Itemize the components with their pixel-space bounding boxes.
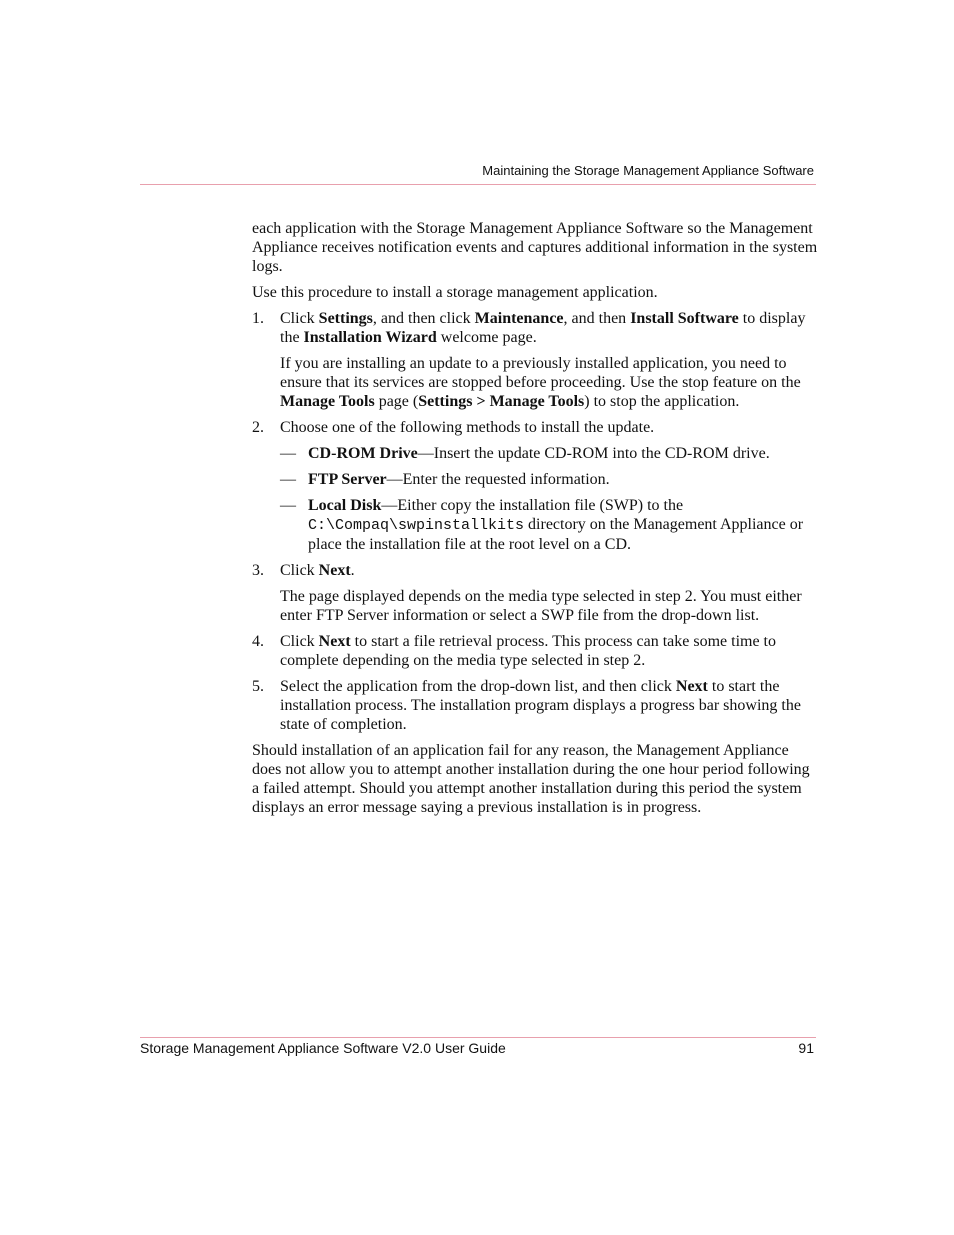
step-number: 5.: [252, 678, 264, 695]
intro-paragraph: each application with the Storage Management Appliance Software so the Management Appliance receives notification events and captures additional information in the system logs.: [252, 220, 818, 275]
step-note: The page displayed depends on the media type selected in step 2. You must either enter FTP Server information or select a SWP file from the drop-down list.: [280, 588, 802, 624]
install-path: C:\Compaq\swpinstallkits: [308, 517, 525, 534]
step-2: [252, 418, 818, 437]
footer-rule: [140, 1037, 816, 1038]
step-text: Click Settings, and then click Maintenance, and then Install Software to display the Installation Wizard welcome page.: [280, 310, 806, 346]
header-rule: [140, 184, 816, 185]
step-4: [252, 632, 818, 670]
step-text: Choose one of the following methods to install the update.: [280, 419, 655, 436]
step-5: [252, 677, 818, 734]
dash-bullet: —: [280, 471, 296, 488]
step-number: 1.: [252, 310, 264, 327]
procedure-intro: Use this procedure to install a storage management application.: [252, 284, 658, 301]
footer-title: Storage Management Appliance Software V2.0 User Guide: [140, 1040, 506, 1056]
option-ftp-server: — FTP Server—Enter the requested information.: [280, 471, 610, 488]
closing-paragraph: Should installation of an application fail for any reason, the Management Appliance does not allow you to attempt another installation during the one hour period following a failed attempt. Should you attempt another installation during this period the system displays an error message saying a previous installation is in progress.: [252, 742, 810, 816]
step-note: If you are installing an update to a previously installed application, you need to ensure that its services are stopped before proceeding. Use the stop feature on the Manage Tools page (Settings > Manage Tools) to stop the application.: [280, 355, 801, 410]
step-1: [252, 309, 818, 411]
running-header: Maintaining the Storage Management Appliance Software: [482, 163, 814, 178]
step-text: Select the application from the drop-down list, and then click Next to start the installation process. The installation program displays a progress bar showing the state of completion.: [280, 678, 801, 733]
option-cd-rom: — CD-ROM Drive—Insert the update CD-ROM into the CD-ROM drive.: [280, 445, 770, 462]
step-number: 3.: [252, 562, 264, 579]
option-local-disk: — Local Disk—Either copy the installation file (SWP) to the C:\Compaq\swpinstallkits directory on the Management Appliance or place the installation file at the root level on a CD.: [280, 497, 804, 553]
step-number: 4.: [252, 633, 264, 650]
page-number: 91: [798, 1040, 814, 1056]
dash-bullet: —: [280, 497, 296, 514]
step-text: Click Next to start a file retrieval process. This process can take some time to complete depending on the media type selected in step 2.: [280, 633, 776, 669]
body-text: [252, 219, 818, 824]
dash-bullet: —: [280, 445, 296, 462]
step-3: [252, 561, 818, 625]
step-text: Click Next.: [280, 562, 355, 579]
step-number: 2.: [252, 419, 264, 436]
